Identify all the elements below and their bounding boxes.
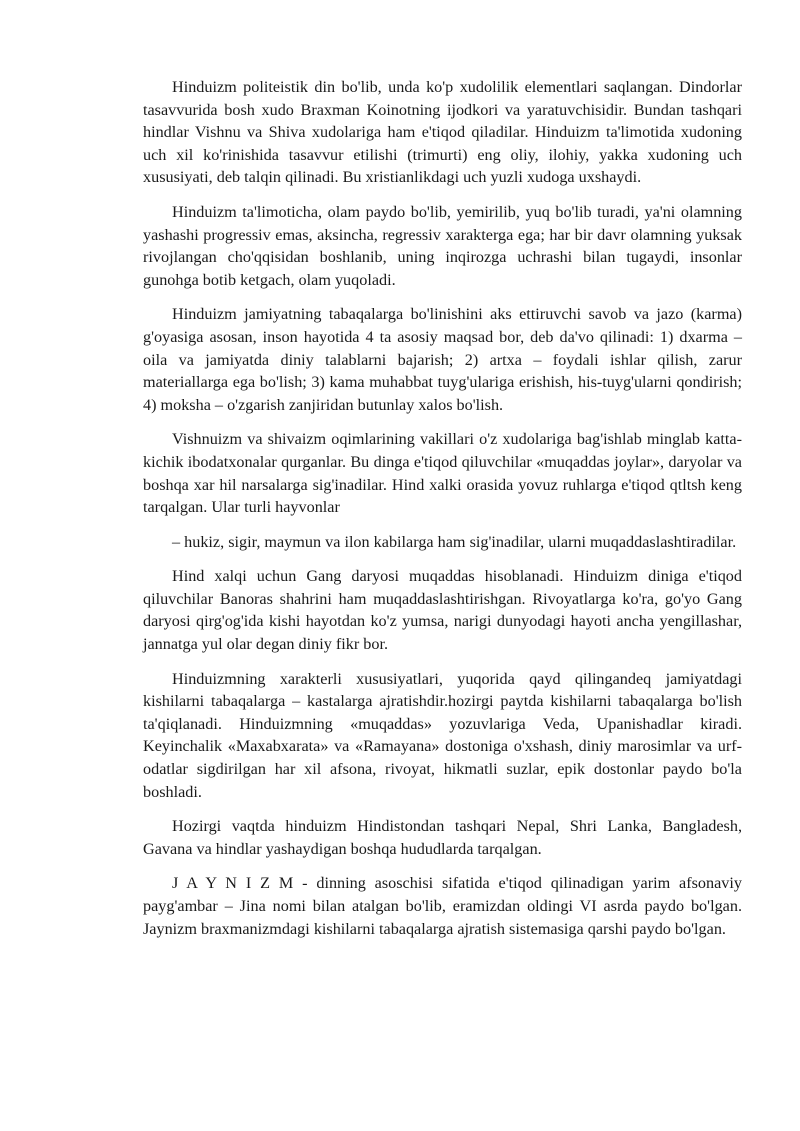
document-page — [143, 76, 742, 952]
paragraph-4: Vishnuizm va shivaizm oqimlarining vakillari o'z xudolariga bag'ishlab minglab katta-kichik ibodatxonalar qurganlar. Bu dinga e'tiqod qiluvchilar «muqaddas joylar», daryolar va boshqa xar hil narsalarga sig'inadilar. Hind xalki orasida yovuz ruhlarga e'tiqod qtltsh keng tarqalgan. Ular turli hayvonlar — [143, 430, 742, 517]
paragraph-3: Hinduizm jamiyatning tabaqalarga bo'linishini aks ettiruvchi savob va jazo (karma) g'oyasiga asosan, inson hayotida 4 ta asosiy maqsad bor, deb da'vo qilinadi: 1) dxarma – oila va jamiyatda diniy talablarni bajarish; 2) artxa – foydali ishlar qilish, zarur materiallarga ega bo'lish; 3) kama muhabbat tuyg'ulariga erishish, his-tuyg'ularni qondirish; 4) moksha – o'zgarish zanjiridan butunlay xalos bo'lish. — [143, 305, 742, 414]
paragraph-6: Hind xalqi uchun Gang daryosi muqaddas hisoblanadi. Hinduizm diniga e'tiqod qiluvchilar Banoras shahrini ham muqaddaslashtirishgan. Rivoyatlarga ko'ra, go'yo Gang daryosi qirg'og'ida kishi hayotdan ko'z yumsa, narigi dunyodagi hayoti ancha yengillashar, jannatga yul olar degan diniy fikr bor. — [143, 567, 742, 654]
paragraph-2: Hinduizm ta'limoticha, olam paydo bo'lib, yemirilib, yuq bo'lib turadi, ya'ni olamning yashashi progressiv emas, aksincha, regressiv xarakterga ega; har bir davr olamning yuksak rivojlangan cho'qqisidan boshlanib, uning inqirozga uchrashi bilan tugaydi, insonlar gunohga botib ketgach, olam yuqoladi. — [143, 202, 742, 289]
paragraph-5: – hukiz, sigir, maymun va ilon kabilarga ham sig'inadilar, ularni muqaddaslashtiradilar. — [172, 532, 737, 551]
paragraph-1: Hinduizm politeistik din bo'lib, unda ko'p xudolilik elementlari saqlangan. Dindorlar tasavvurida bosh xudo Braxman Koinotning ijodkori va yaratuvchisidir. Bundan tashqari hindlar Vishnu va Shiva xudolariga ham e'tiqod qiladilar. Hinduizm ta'limotida xudoning uch xil ko'rinishida tasavvur etilishi (trimurti) eng oliy, ilohiy, yakka xudoning uch xususiyati, deb talqin qilinadi. Bu xristianlikdagi uch yuzli xudoga uxshaydi. — [143, 78, 742, 187]
paragraph-9: J A Y N I Z M - dinning asoschisi sifatida e'tiqod qilinadigan yarim afsonaviy payg'ambar – Jina nomi bilan atalgan bo'lib, eramizdan oldingi VI asrda paydo bo'lgan. Jaynizm braxmanizmdagi kishilarni tabaqalarga ajratish sistemasiga qarshi paydo bo'lgan. — [143, 874, 742, 938]
paragraph-8: Hozirgi vaqtda hinduizm Hindistondan tashqari Nepal, Shri Lanka, Bangladesh, Gavana va hindlar yashaydigan boshqa hududlarda tarqalgan. — [143, 817, 742, 858]
paragraph-7: Hinduizmning xarakterli xususiyatlari, yuqorida qayd qilingandeq jamiyatdagi kishilarni tabaqalarga – kastalarga ajratishdir.hozirgi paytda kishilarni tabaqalarga bo'lish ta'qiqlanadi. Hinduizmning «muqaddas» yozuvlariga Veda, Upanishadlar kiradi. Keyinchalik «Maxabxarata» va «Ramayana» dostoniga o'xshash, diniy marosimlar va urf-odatlar sigdirilgan har xil afsona, rivoyat, hikmatli suzlar, epik dostonlar paydo bo'la boshladi. — [143, 669, 742, 801]
